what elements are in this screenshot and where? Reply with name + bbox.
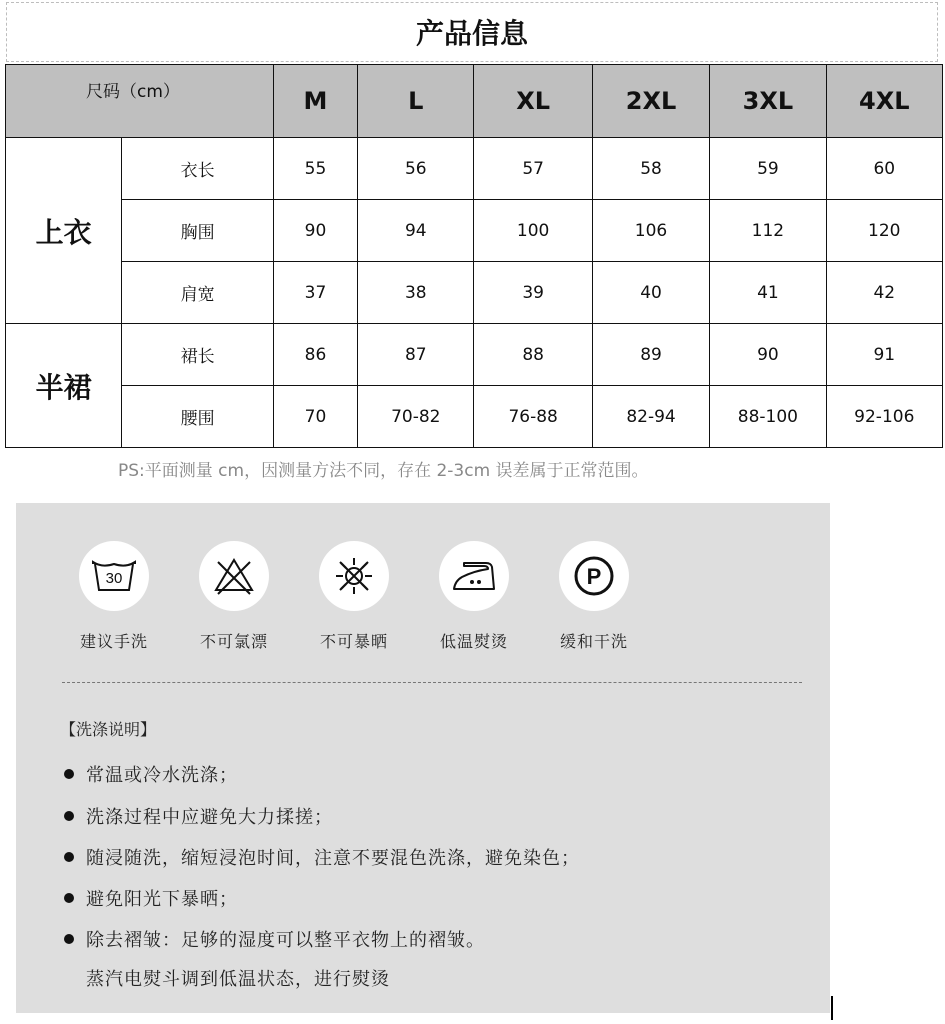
care-label: 建议手洗	[79, 632, 148, 651]
size-col-2xl: 2XL	[592, 65, 709, 138]
size-col-3xl: 3XL	[710, 65, 826, 138]
table-cell: 37	[273, 262, 357, 324]
table-cell: 106	[592, 200, 709, 262]
table-cell: 90	[710, 324, 826, 386]
size-header-label: 尺码（cm）	[6, 65, 274, 138]
table-cell: 70-82	[358, 386, 474, 448]
bullet-icon	[64, 811, 74, 821]
table-cell: 76-88	[474, 386, 592, 448]
size-table	[5, 64, 943, 448]
care-item-no-sun	[294, 541, 414, 652]
text-cursor	[831, 996, 833, 1020]
no-bleach-icon	[212, 556, 256, 596]
table-cell: 60	[826, 138, 942, 200]
care-item-low-iron	[414, 541, 534, 652]
size-header-row	[6, 65, 943, 138]
group-label-top: 上衣	[6, 138, 122, 324]
table-cell: 58	[592, 138, 709, 200]
size-col-l: L	[358, 65, 474, 138]
wash-note: 洗涤过程中应避免大力揉搓；	[64, 803, 333, 829]
metric-label: 腰围	[122, 386, 273, 448]
metric-label: 胸围	[122, 200, 273, 262]
table-cell: 56	[358, 138, 474, 200]
wash-notes-title: 【洗涤说明】	[60, 720, 157, 739]
table-cell: 120	[826, 200, 942, 262]
table-cell: 92-106	[826, 386, 942, 448]
table-cell: 57	[474, 138, 592, 200]
table-cell: 55	[273, 138, 357, 200]
wash-30-icon	[90, 556, 138, 596]
wash-note-continuation: 蒸汽电熨斗调到低温状态，进行熨烫	[86, 969, 390, 990]
table-row	[6, 138, 943, 200]
dashed-divider	[62, 682, 802, 683]
table-cell: 40	[592, 262, 709, 324]
table-cell: 90	[273, 200, 357, 262]
no-sun-icon	[332, 554, 376, 598]
metric-label: 衣长	[122, 138, 273, 200]
table-cell: 42	[826, 262, 942, 324]
care-panel	[16, 503, 830, 1013]
svg-text:P: P	[586, 564, 602, 589]
care-label: 低温熨烫	[439, 632, 508, 651]
table-cell: 70	[273, 386, 357, 448]
size-col-m: M	[273, 65, 357, 138]
dry-clean-p-icon	[572, 554, 616, 598]
page-title	[6, 2, 938, 62]
table-cell: 38	[358, 262, 474, 324]
table-cell: 88-100	[710, 386, 826, 448]
care-label: 缓和干洗	[559, 632, 628, 651]
table-cell: 82-94	[592, 386, 709, 448]
wash-note: 常温或冷水洗涤；	[64, 761, 238, 787]
table-cell: 41	[710, 262, 826, 324]
bullet-icon	[64, 852, 74, 862]
table-cell: 87	[358, 324, 474, 386]
care-item-hand-wash	[54, 541, 174, 652]
title-text: 产品信息	[415, 17, 528, 50]
table-cell: 86	[273, 324, 357, 386]
metric-label: 裙长	[122, 324, 273, 386]
table-row	[6, 200, 943, 262]
svg-text:30: 30	[105, 570, 123, 587]
wash-note: 避免阳光下暴晒；	[64, 885, 238, 911]
table-cell: 112	[710, 200, 826, 262]
bullet-icon	[64, 934, 74, 944]
care-icons	[16, 541, 830, 651]
table-row	[6, 324, 943, 386]
table-cell: 59	[710, 138, 826, 200]
metric-label: 肩宽	[122, 262, 273, 324]
group-label-skirt: 半裙	[6, 324, 122, 448]
table-cell: 100	[474, 200, 592, 262]
table-cell: 91	[826, 324, 942, 386]
wash-note: 随浸随洗，缩短浸泡时间，注意不要混色洗涤，避免染色；	[64, 844, 580, 870]
measurement-note: PS:平面测量 cm，因测量方法不同，存在 2-3cm 误差属于正常范围。	[118, 461, 649, 481]
size-col-4xl: 4XL	[826, 65, 942, 138]
care-item-no-bleach	[174, 541, 294, 652]
care-label: 不可氯漂	[199, 632, 268, 651]
wash-note: 除去褶皱：足够的湿度可以整平衣物上的褶皱。	[64, 926, 485, 952]
table-row	[6, 262, 943, 324]
bullet-icon	[64, 769, 74, 779]
care-label: 不可暴晒	[319, 632, 388, 651]
bullet-icon	[64, 893, 74, 903]
care-item-dry-clean	[534, 541, 654, 652]
table-cell: 39	[474, 262, 592, 324]
table-row	[6, 386, 943, 448]
low-iron-icon	[450, 557, 498, 595]
size-col-xl: XL	[474, 65, 592, 138]
table-cell: 89	[592, 324, 709, 386]
table-cell: 88	[474, 324, 592, 386]
table-cell: 94	[358, 200, 474, 262]
